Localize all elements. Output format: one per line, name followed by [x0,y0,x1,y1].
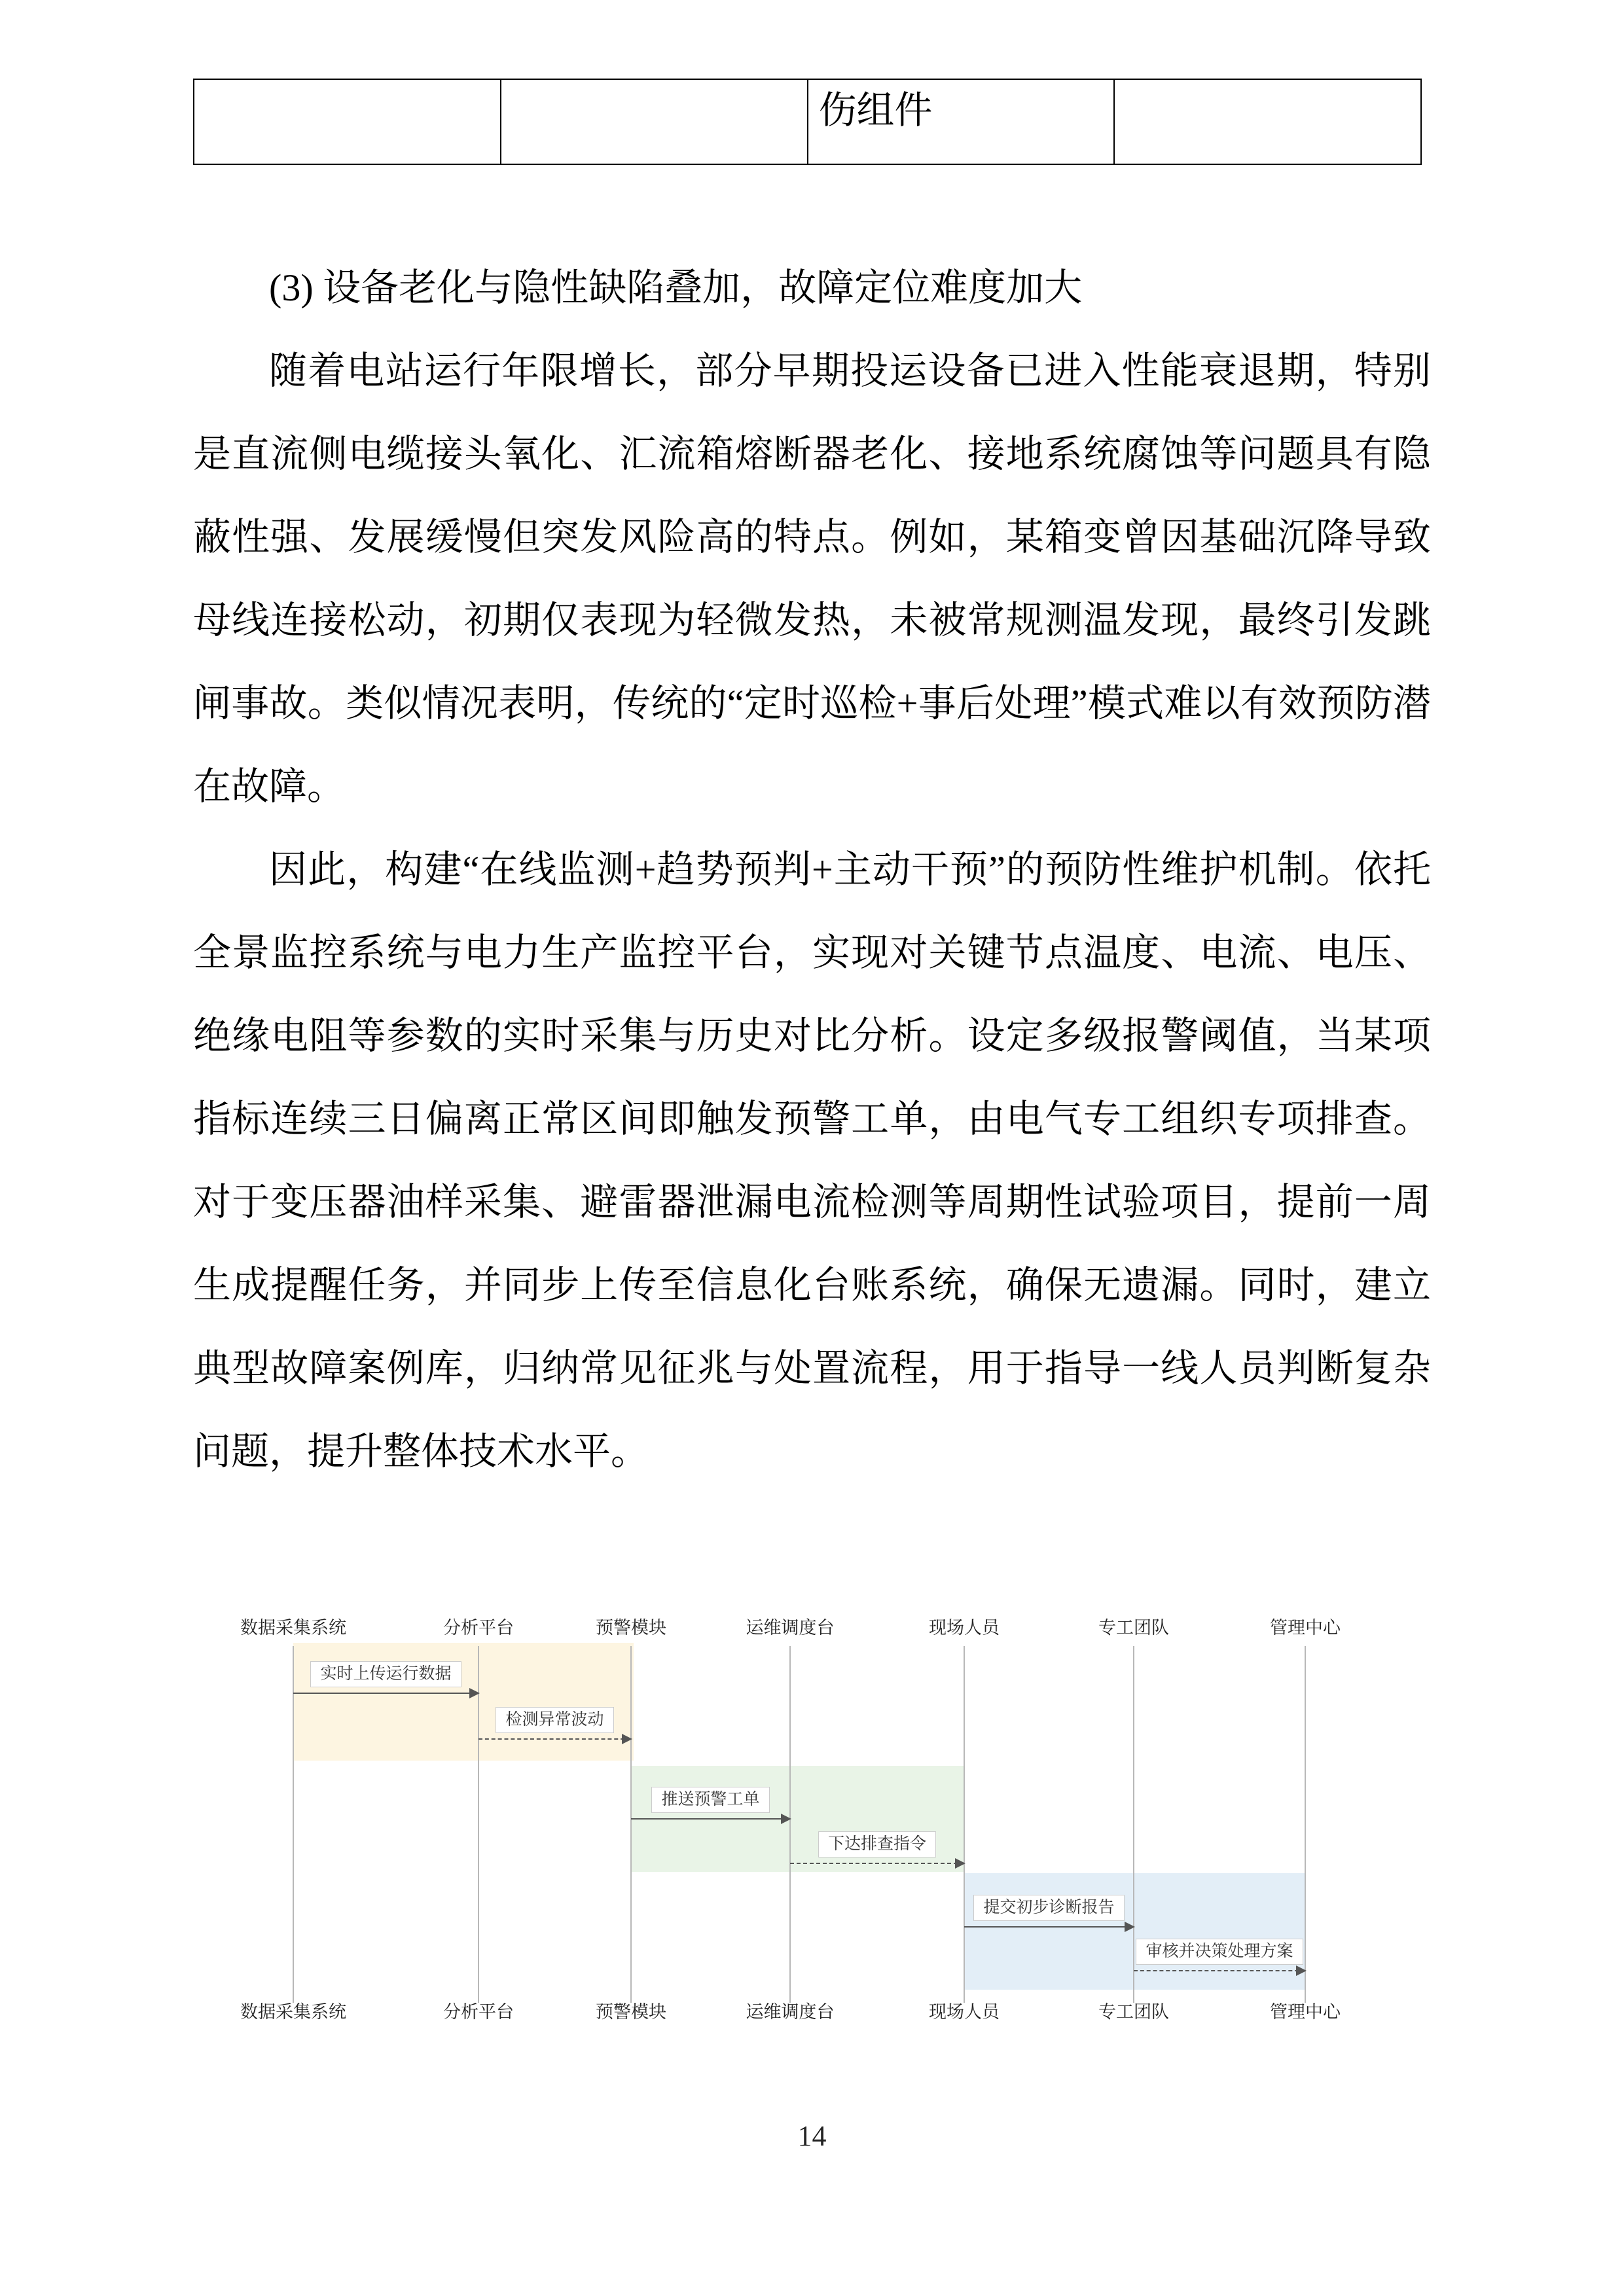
arrowhead-icon [781,1814,791,1824]
message-push-work-order [631,1787,790,1820]
actor-bottom-management-center: 管理中心 [1270,2002,1341,2022]
section-heading: (3) 设备老化与隐性缺陷叠加，故障定位难度加大 [269,266,1083,309]
actor-top-management-center: 管理中心 [1270,1618,1341,1638]
message-detect-anomaly [478,1707,631,1740]
arrowhead-icon [469,1688,480,1698]
table-cell-1 [194,79,501,164]
message-arrow-dashed [790,1863,964,1864]
actor-bottom-specialist-team: 专工团队 [1098,2002,1169,2022]
message-arrow-solid [964,1926,1134,1928]
table-fragment [193,79,1422,165]
message-label: 提交初步诊断报告 [973,1895,1124,1921]
arrowhead-icon [622,1734,632,1744]
actor-top-warning-module: 预警模块 [596,1618,666,1638]
lifeline-data-collection [293,1646,294,2003]
paragraph-2: 因此，构建“在线监测+趋势预判+主动干预”的预防性维护机制。依托全景监控系统与电力生产监控平台，实现对关键节点温度、电流、电压、绝缘电阻等参数的实时采集与历史对比分析。设定多级报警阈值，当某项指标连续三日偏离正常区间即触发预警工单，由电气专工组织专项排查。对于变压器油样采集、避雷器泄漏电流检测等周期性试验项目，提前一周生成提醒任务，并同步上传至信息化台账系统，确保无遗漏。同时，建立典型故障案例库，归纳常见征兆与处置流程，用于指导一线人员判断复杂问题，提升整体技术水平。 [193,848,1431,1473]
message-label: 审核并决策处理方案 [1136,1939,1303,1965]
actor-top-analysis-platform: 分析平台 [443,1618,514,1638]
table-row [194,79,1421,164]
diagram-region-monitoring [293,1643,634,1761]
message-label: 下达排查指令 [818,1831,936,1857]
message-arrow-solid [631,1818,790,1820]
sequence-diagram [0,1607,1624,2039]
actor-bottom-data-collection: 数据采集系统 [240,2002,346,2022]
lifeline-analysis-platform [478,1646,479,2003]
paragraph-1: 随着电站运行年限增长，部分早期投运设备已进入性能衰退期，特别是直流侧电缆接头氧化、汇流箱熔断器老化、接地系统腐蚀等问题具有隐蔽性强、发展缓慢但突发风险高的特点。例如，某箱变曾因基础沉降导致母线连接松动，初期仅表现为轻微发热，未被常规测温发现，最终引发跳闸事故。类似情况表明，传统的“定时巡检+事后处理”模式难以有效预防潜在故障。 [193,350,1431,808]
actor-bottom-warning-module: 预警模块 [596,2002,666,2022]
table-cell-2 [501,79,808,164]
page-number: 14 [797,2120,827,2152]
message-arrow-solid [293,1693,478,1694]
lifeline-warning-module [630,1646,632,2003]
message-label: 实时上传运行数据 [310,1661,461,1687]
message-arrow-dashed [1134,1970,1305,1971]
actor-bottom-analysis-platform: 分析平台 [443,2002,514,2022]
actor-top-field-staff: 现场人员 [929,1618,1000,1638]
message-issue-inspection-order [790,1831,964,1864]
arrowhead-icon [955,1858,965,1869]
arrowhead-icon [1296,1965,1307,1976]
actor-top-dispatch-desk: 运维调度台 [746,1618,835,1638]
lifeline-field-staff [964,1646,965,2003]
table-cell-3: 伤组件 [808,79,1115,164]
message-submit-diagnosis-report [964,1895,1134,1928]
lifeline-dispatch-desk [789,1646,791,2003]
arrowhead-icon [1125,1922,1135,1932]
actor-bottom-field-staff: 现场人员 [929,2002,1000,2022]
message-label: 推送预警工单 [651,1787,769,1813]
actor-top-specialist-team: 专工团队 [1098,1618,1169,1638]
message-review-decision-plan [1134,1939,1305,1971]
actor-bottom-dispatch-desk: 运维调度台 [746,2002,835,2022]
message-upload-runtime-data [293,1661,478,1694]
actor-top-data-collection: 数据采集系统 [240,1618,346,1638]
message-label: 检测异常波动 [496,1707,613,1733]
message-arrow-dashed [478,1738,631,1740]
table-cell-4 [1114,79,1421,164]
